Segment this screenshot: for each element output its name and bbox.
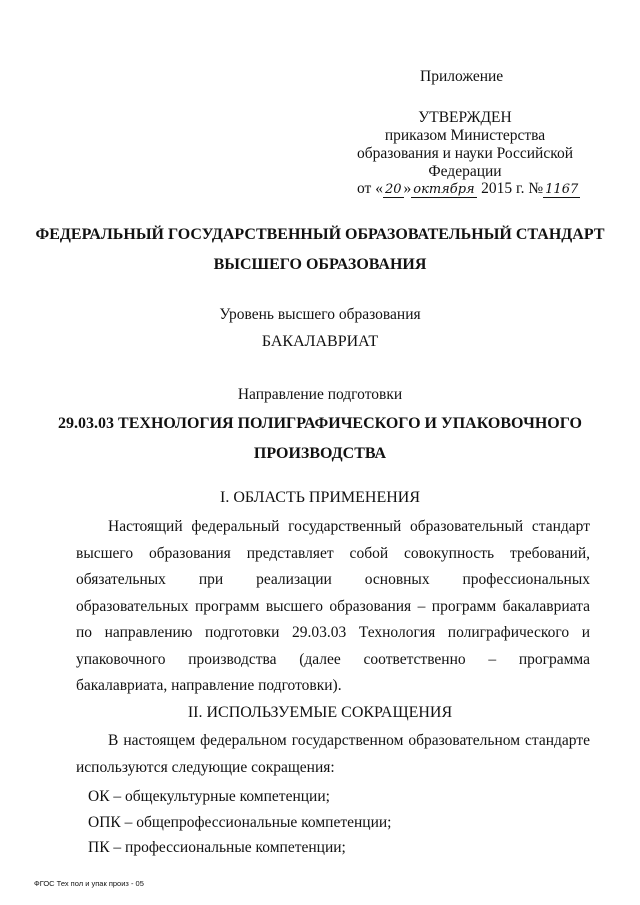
direction-label: Направление подготовки [237, 386, 403, 403]
direction-line-1: 29.03.03 ТЕХНОЛОГИЯ ПОЛИГРАФИЧЕСКОГО И УПАКОВОЧНОГО [58, 415, 582, 432]
handwritten-number: 1167 [545, 182, 579, 197]
section-2-heading: II. ИСПОЛЬЗУЕМЫЕ СОКРАЩЕНИЯ [187, 704, 453, 721]
approved-heading: УТВЕРЖДЕН [418, 109, 512, 126]
date-mid: » [403, 180, 412, 197]
education-level-value: БАКАЛАВРИАТ [261, 333, 379, 350]
approval-order-line: приказом Министерства [384, 127, 546, 144]
date-prefix: от « [357, 180, 383, 197]
handwritten-month: октября [411, 182, 477, 198]
document-title [0, 220, 640, 280]
section-2-intro: В настоящем федеральном государственном образовательном стандарте используются следующие сокращения: [76, 732, 590, 776]
abbreviation-item-ok: ОК – общекультурные компетенции; [88, 788, 330, 805]
section-1-paragraph: Настоящий федеральный государственный образовательный стандарт высшего образования представляет собой совокупность требований, обязательных при реализации основных профессиональных образовательных программ высшего образования – программ бакалавриата по направлению подготовки 29.03.03 Технология полиграфического и упаковочного производства (далее соответственно – программа бакалавриата, направление подготовки). [76, 518, 590, 694]
title-line-2: ВЫСШЕГО ОБРАЗОВАНИЯ [213, 256, 427, 273]
abbreviation-item-pk: ПК – профессиональные компетенции; [88, 839, 346, 856]
page-footer: ФГОС Тех пол и упак произ - 05 [34, 879, 144, 888]
education-level-label: Уровень высшего образования [219, 306, 421, 323]
direction-title [0, 409, 640, 469]
date-year: 2015 г. № [481, 180, 544, 197]
direction-line-2: ПРОИЗВОДСТВА [253, 445, 387, 462]
appendix-label: Приложение [420, 68, 504, 85]
handwritten-day: 20 [384, 182, 402, 197]
section-1-heading: I. ОБЛАСТЬ ПРИМЕНЕНИЯ [219, 489, 421, 506]
approval-federation-line: Федерации [428, 163, 502, 180]
approval-date-line [357, 180, 580, 198]
title-line-1: ФЕДЕРАЛЬНЫЙ ГОСУДАРСТВЕННЫЙ ОБРАЗОВАТЕЛЬНЫЙ СТАНДАРТ [35, 226, 605, 243]
approval-ministry-line: образования и науки Российской [356, 145, 574, 162]
abbreviation-item-opk: ОПК – общепрофессиональные компетенции; [88, 814, 392, 831]
